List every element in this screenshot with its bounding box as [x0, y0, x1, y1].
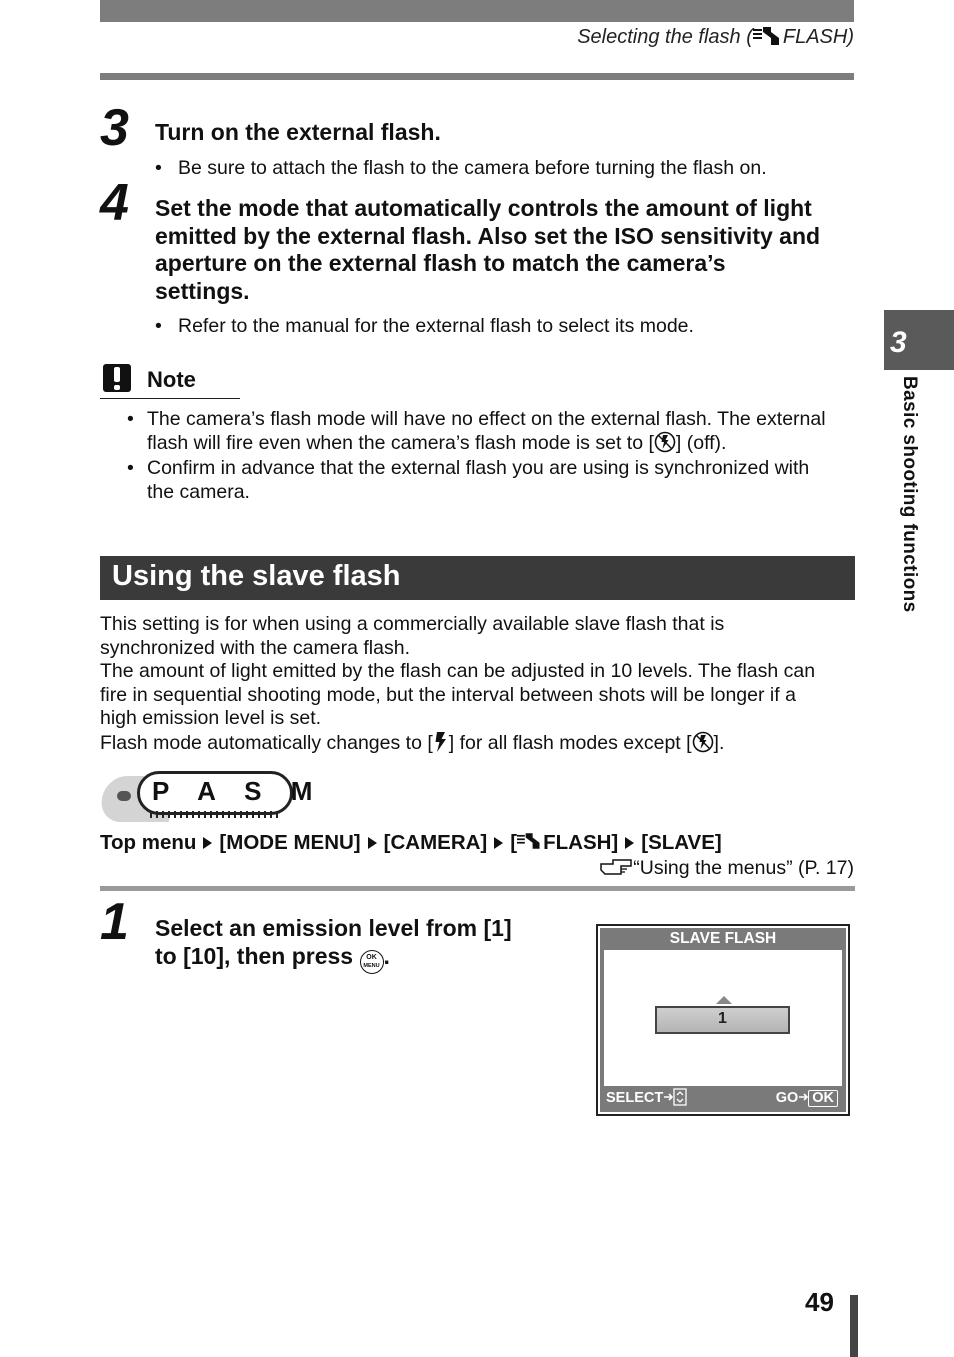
page-number: 49	[805, 1287, 834, 1317]
chapter-number: 3	[890, 326, 907, 359]
note-bullet-1: • The camera’s flash mode will have no effect on the external flash. The external flash will fire even when the camera’s flash mode is set to [ ] (off).	[127, 408, 826, 454]
arrow-right-icon	[625, 837, 634, 849]
flash-fill-icon	[433, 731, 449, 753]
ok-menu-button-icon: OK MENU	[360, 950, 384, 974]
bullet-dot: •	[155, 157, 162, 179]
exclamation-icon	[103, 364, 131, 392]
pointing-hand-icon	[599, 858, 633, 876]
bullet-dot: •	[155, 315, 162, 337]
flash-off-icon	[654, 431, 676, 453]
lcd-title: SLAVE FLASH	[669, 930, 777, 947]
header-bar	[100, 0, 854, 22]
arrow-right-icon	[368, 837, 377, 849]
note-bullet-2: • Confirm in advance that the external flash you are using is synchronized with the camera.	[127, 457, 810, 503]
page-header-title: Selecting the flash ( FLASH)	[577, 26, 854, 48]
step-number-1: 1	[100, 893, 129, 951]
note-label: Note	[147, 367, 196, 392]
bullet-dot: •	[127, 408, 134, 430]
arrow-right-icon	[798, 1092, 808, 1102]
section-title: Using the slave flash	[112, 560, 401, 592]
step-3-heading: Turn on the external flash.	[155, 119, 441, 145]
reference-line: “Using the menus” (P. 17)	[599, 857, 854, 880]
external-flash-icon	[753, 26, 783, 46]
up-down-arrow-icon	[673, 1088, 687, 1106]
page-number-bar	[850, 1295, 858, 1357]
step-4-bullet: • Refer to the manual for the external flash to select its mode.	[155, 315, 694, 337]
mode-dial-dot	[117, 791, 131, 801]
step-number-4: 4	[100, 174, 129, 232]
step-4-heading: Set the mode that automatically controls the amount of light emitted by the external flash. Also set the ISO sensitivity and aperture on the external flash to match the camera’s settings.	[155, 195, 821, 304]
header-rule	[100, 73, 854, 80]
step-number-3: 3	[100, 99, 129, 157]
external-flash-icon	[517, 831, 543, 851]
step-1-heading: Select an emission level from [1] to [10], then press OK MENU .	[155, 915, 575, 974]
arrow-right-icon	[494, 837, 503, 849]
mode-dial-ticks	[150, 811, 282, 818]
ok-button-icon: OK	[808, 1090, 838, 1107]
emission-level-value: 1	[718, 1010, 727, 1027]
chapter-label: Basic shooting functions	[899, 376, 920, 613]
mode-dial-label: P A S M	[152, 776, 324, 806]
step-3-bullet: • Be sure to attach the flash to the camera before turning the flash on.	[155, 157, 767, 179]
arrow-right-icon	[663, 1092, 673, 1102]
section-rule	[100, 886, 855, 891]
flash-off-icon	[692, 731, 714, 753]
bullet-dot: •	[127, 457, 134, 479]
up-arrow-icon	[716, 996, 732, 1004]
lcd-footer: SELECT GO OK	[604, 1087, 842, 1110]
menu-path: Top menu [MODE MENU] [CAMERA] [ FLASH] [SLAVE]	[100, 831, 722, 854]
section-body: This setting is for when using a commercially available slave flash that is synchronized with the camera flash. The amount of light emitted by the flash can be adjusted in 10 levels. The flash can fire in sequential shooting mode, but the interval between shots will be longer if a high emission level is set. Flash mode automatically changes to [ ] for all flash modes except [ ].	[100, 613, 816, 754]
arrow-right-icon	[203, 837, 212, 849]
